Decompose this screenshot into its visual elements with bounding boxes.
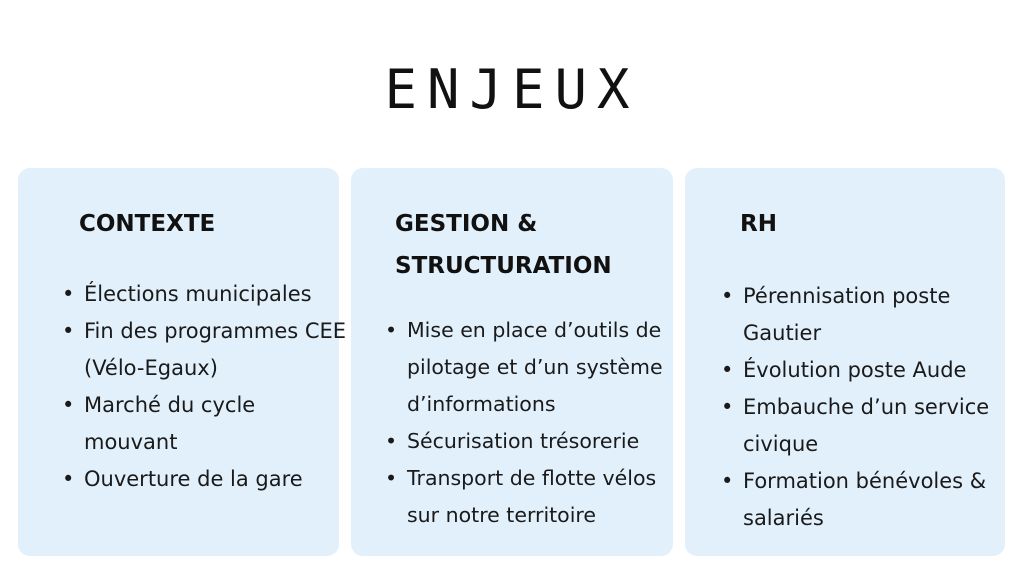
list-item: • Sécurisation trésorerie: [407, 423, 687, 460]
page-title: ENJEUX: [384, 58, 640, 121]
bullet-list: [381, 312, 687, 534]
card-contexte: [18, 168, 347, 556]
list-item: • Marché du cycle mouvant: [84, 387, 354, 461]
bullet-list: [58, 276, 354, 498]
list-item: • Pérennisation poste Gautier: [743, 278, 1023, 352]
card-heading: CONTEXTE: [79, 211, 216, 237]
card-heading: GESTION & STRUCTURATION: [395, 211, 612, 279]
card-heading: RH: [740, 211, 777, 237]
list-item: • Élections municipales: [84, 276, 354, 313]
list-item: • Mise en place d’outils de pilotage et d’un système d’informations: [407, 312, 687, 423]
list-item: • Évolution poste Aude: [743, 352, 1023, 389]
list-item: • Formation bénévoles & salariés: [743, 463, 1023, 537]
list-item: • Fin des programmes CEE (Vélo-Egaux): [84, 313, 354, 387]
card-rh: [685, 168, 1005, 556]
card-gestion-structuration: [351, 168, 673, 556]
list-item: • Embauche d’un service civique: [743, 389, 1023, 463]
list-item: • Transport de flotte vélos sur notre territoire: [407, 460, 687, 534]
list-item: • Ouverture de la gare: [84, 461, 354, 498]
bullet-list: [717, 278, 1023, 537]
